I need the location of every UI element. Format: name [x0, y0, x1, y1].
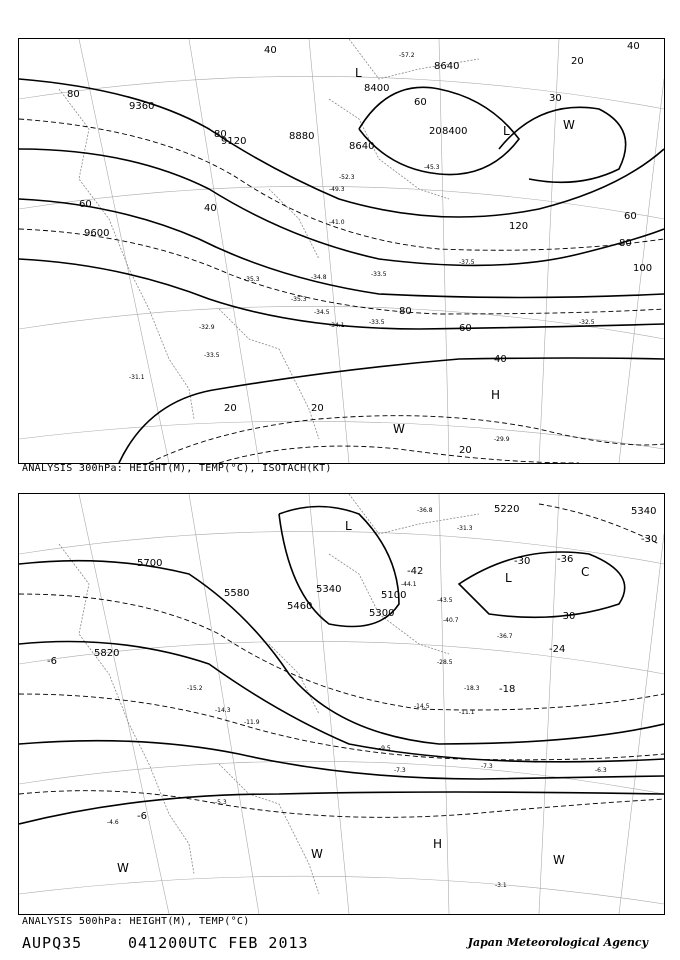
low-pressure-center: L: [503, 124, 510, 138]
temp-label: -31.3: [457, 525, 473, 532]
height-label: 8400: [442, 126, 468, 137]
isotach-label: 80: [214, 129, 227, 140]
isotach-label: 60: [414, 97, 427, 108]
warm-center: W: [553, 853, 565, 867]
height-label: 9360: [129, 101, 155, 112]
isotherm-label: -30: [559, 611, 576, 622]
height-label: 8400: [364, 83, 390, 94]
height-label: 5820: [94, 648, 120, 659]
isotach-label: 20: [311, 403, 324, 414]
temp-label: -14.5: [414, 703, 430, 710]
agency-name: Japan Meteorological Agency: [467, 936, 648, 949]
isotach-label: 100: [633, 263, 653, 274]
height-label: 5580: [224, 588, 250, 599]
map-500hpa: [19, 494, 664, 914]
isotach-label: 40: [264, 45, 277, 56]
height-label: 9120: [221, 136, 247, 147]
temp-label: -45.3: [424, 164, 440, 171]
temp-label: -35.3: [291, 296, 307, 303]
isotherm-label: -18: [499, 684, 516, 695]
isotherm-label: -24: [549, 644, 566, 655]
map-300hpa: [19, 39, 664, 463]
temp-label: -44.1: [401, 581, 417, 588]
cold-center: C: [581, 565, 590, 579]
isotach-label: 60: [624, 211, 637, 222]
valid-time: 041200UTC FEB 2013: [128, 934, 309, 952]
temp-label: -14.3: [215, 707, 231, 714]
height-label: 5340: [316, 584, 342, 595]
height-contours: [19, 79, 664, 463]
temp-label: -34.1: [329, 322, 345, 329]
chart-id: AUPQ35: [22, 934, 83, 952]
height-label: 5460: [287, 601, 313, 612]
low-pressure-center: L: [505, 571, 512, 585]
temp-label: -18.3: [464, 685, 480, 692]
temp-label: -7.3: [394, 767, 406, 774]
temp-label: -28.5: [437, 659, 453, 666]
temp-label: -33.5: [369, 319, 385, 326]
temp-label: -36.8: [417, 507, 433, 514]
temp-label: -29.9: [494, 436, 510, 443]
height-label: 8640: [349, 141, 375, 152]
isotach-contours: [19, 119, 664, 463]
isotach-label: 30: [549, 93, 562, 104]
map-panel-500hpa: [18, 493, 665, 915]
height-label: 5340: [631, 506, 657, 517]
isotach-label: 40: [494, 354, 507, 365]
isotach-label: 20: [224, 403, 237, 414]
isotach-label: 120: [509, 221, 529, 232]
isotach-label: 20: [429, 126, 442, 137]
temp-label: -49.3: [329, 186, 345, 193]
temp-label: -11.9: [244, 719, 260, 726]
height-label: 5100: [381, 590, 407, 601]
isotach-label: 80: [619, 238, 632, 249]
temp-label: -52.3: [339, 174, 355, 181]
map-panel-300hpa: [18, 38, 665, 464]
isotherm-label: -42: [407, 566, 424, 577]
isotach-label: 80: [67, 89, 80, 100]
temp-label: -9.5: [379, 745, 391, 752]
temp-label: -3.1: [495, 882, 507, 889]
temp-label: -31.1: [129, 374, 145, 381]
isotherm-label: -30: [641, 534, 658, 545]
temp-label: -7.3: [481, 763, 493, 770]
temp-label: -41.0: [329, 219, 345, 226]
temp-label: -43.5: [437, 597, 453, 604]
isotherm-contours: [19, 504, 664, 817]
temp-label: -4.6: [107, 819, 119, 826]
temp-label: -57.2: [399, 52, 415, 59]
high-pressure-center: H: [491, 388, 501, 402]
temp-label: -36.7: [497, 633, 513, 640]
isotherm-label: -6: [47, 656, 57, 667]
warm-center: W: [563, 118, 575, 132]
isotherm-label: -36: [557, 554, 574, 565]
low-pressure-center: L: [345, 519, 352, 533]
graticule: [19, 39, 664, 463]
height-label: 5220: [494, 504, 520, 515]
temp-label: -37.5: [459, 259, 475, 266]
isotherm-label: -30: [514, 556, 531, 567]
height-label: 5300: [369, 608, 395, 619]
warm-center: W: [311, 847, 323, 861]
isotach-label: 40: [627, 41, 640, 52]
temp-label: -6.3: [595, 767, 607, 774]
isotach-label: 20: [459, 445, 472, 456]
temp-label: -34.8: [311, 274, 327, 281]
isotach-label: 20: [571, 56, 584, 67]
caption-300hpa: ANALYSIS 300hPa: HEIGHT(M), TEMP(°C), ISOTACH(KT): [22, 463, 332, 474]
height-label: 9600: [84, 228, 110, 239]
temp-label: -35.3: [244, 276, 260, 283]
temp-label: -5.3: [215, 799, 227, 806]
height-label: 5700: [137, 558, 163, 569]
isotach-label: 60: [459, 323, 472, 334]
temp-label: -32.5: [579, 319, 595, 326]
temp-label: -40.7: [443, 617, 459, 624]
isotach-label: 40: [204, 203, 217, 214]
temp-label: -15.2: [187, 685, 203, 692]
temp-label: -33.5: [204, 352, 220, 359]
isotach-label: 60: [79, 199, 92, 210]
isotach-label: 80: [399, 306, 412, 317]
caption-500hpa: ANALYSIS 500hPa: HEIGHT(M), TEMP(°C): [22, 916, 250, 927]
warm-center: W: [117, 861, 129, 875]
isotherm-label: -6: [137, 811, 147, 822]
temp-label: -34.5: [314, 309, 330, 316]
warm-center: W: [393, 422, 405, 436]
temp-label: -32.9: [199, 324, 215, 331]
temp-label: -33.5: [371, 271, 387, 278]
temp-label: -11.1: [459, 709, 475, 716]
height-label: 8640: [434, 61, 460, 72]
low-pressure-center: L: [355, 66, 362, 80]
height-label: 8880: [289, 131, 315, 142]
high-pressure-center: H: [433, 837, 443, 851]
